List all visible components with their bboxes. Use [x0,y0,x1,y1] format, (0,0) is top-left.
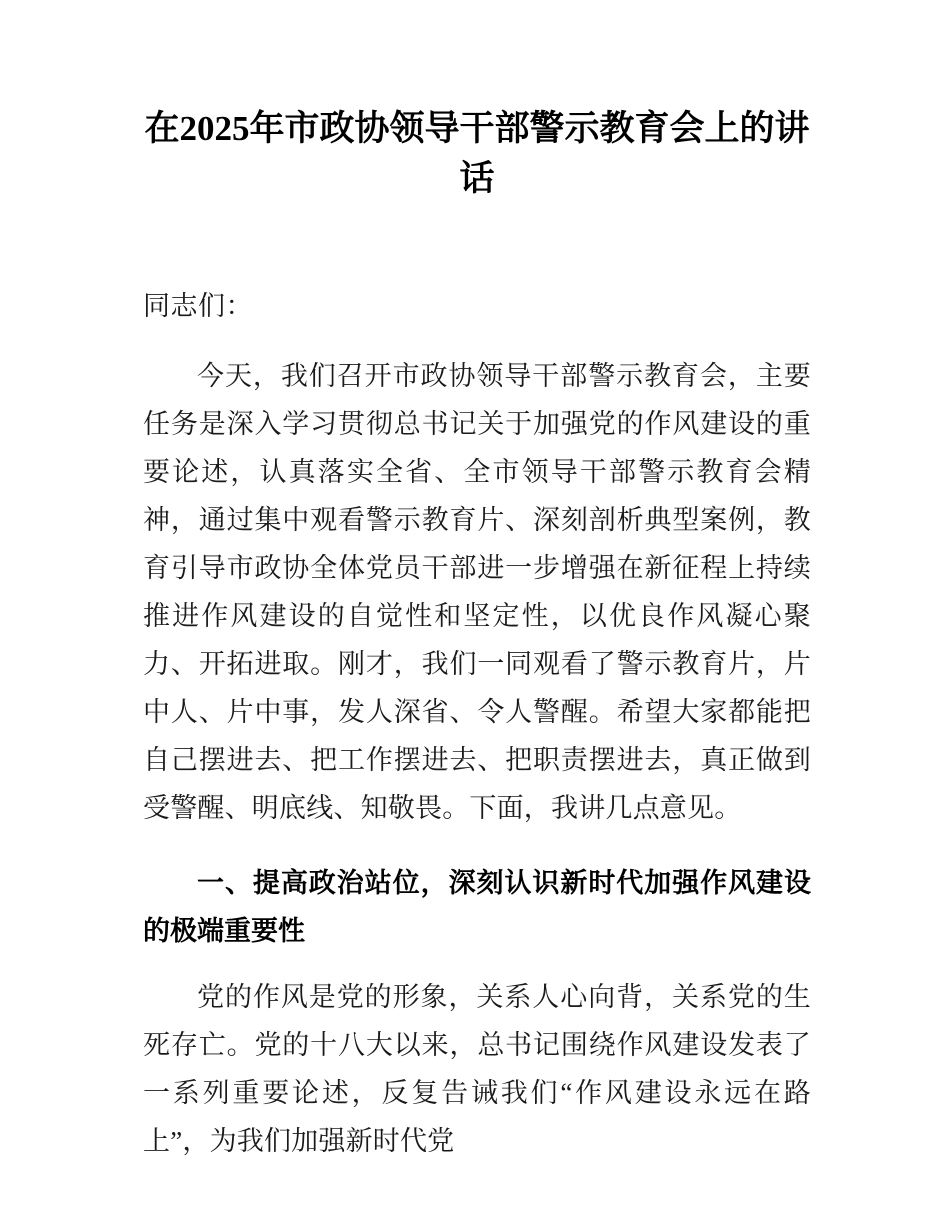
document-content [143,0,811,1165]
page-title-line-2: 话 [459,159,495,198]
page-title [143,0,811,204]
page-title-line-1: 在2025年市政协领导干部警示教育会上的讲 [144,109,810,148]
salutation: 同志们： [143,291,253,321]
section-heading-1: 一、提高政治站位，深刻认识新时代加强作风建设的极端重要性 [143,868,811,946]
body-paragraph-2: 党的作风是党的形象，关系人心向背，关系党的生死存亡。党的十八大以来，总书记围绕作风建设发表了一系列重要论述，反复告诫我们“作风建设永远在路上”，为我们加强新时代党 [143,982,811,1156]
body-paragraph-1: 今天，我们召开市政协领导干部警示教育会，主要任务是深入学习贯彻总书记关于加强党的作风建设的重要论述，认真落实全省、全市领导干部警示教育会精神，通过集中观看警示教育片、深刻剖析典型案例，教育引导市政协全体党员干部进一步增强在新征程上持续推进作风建设的自觉性和坚定性，以优良作风凝心聚力、开拓进取。刚才，我们一同观看了警示教育片，片中人、片中事，发人深省、令人警醒。希望大家都能把自己摆进去、把工作摆进去、把职责摆进去，真正做到受警醒、明底线、知敬畏。下面，我讲几点意见。 [143,361,811,823]
